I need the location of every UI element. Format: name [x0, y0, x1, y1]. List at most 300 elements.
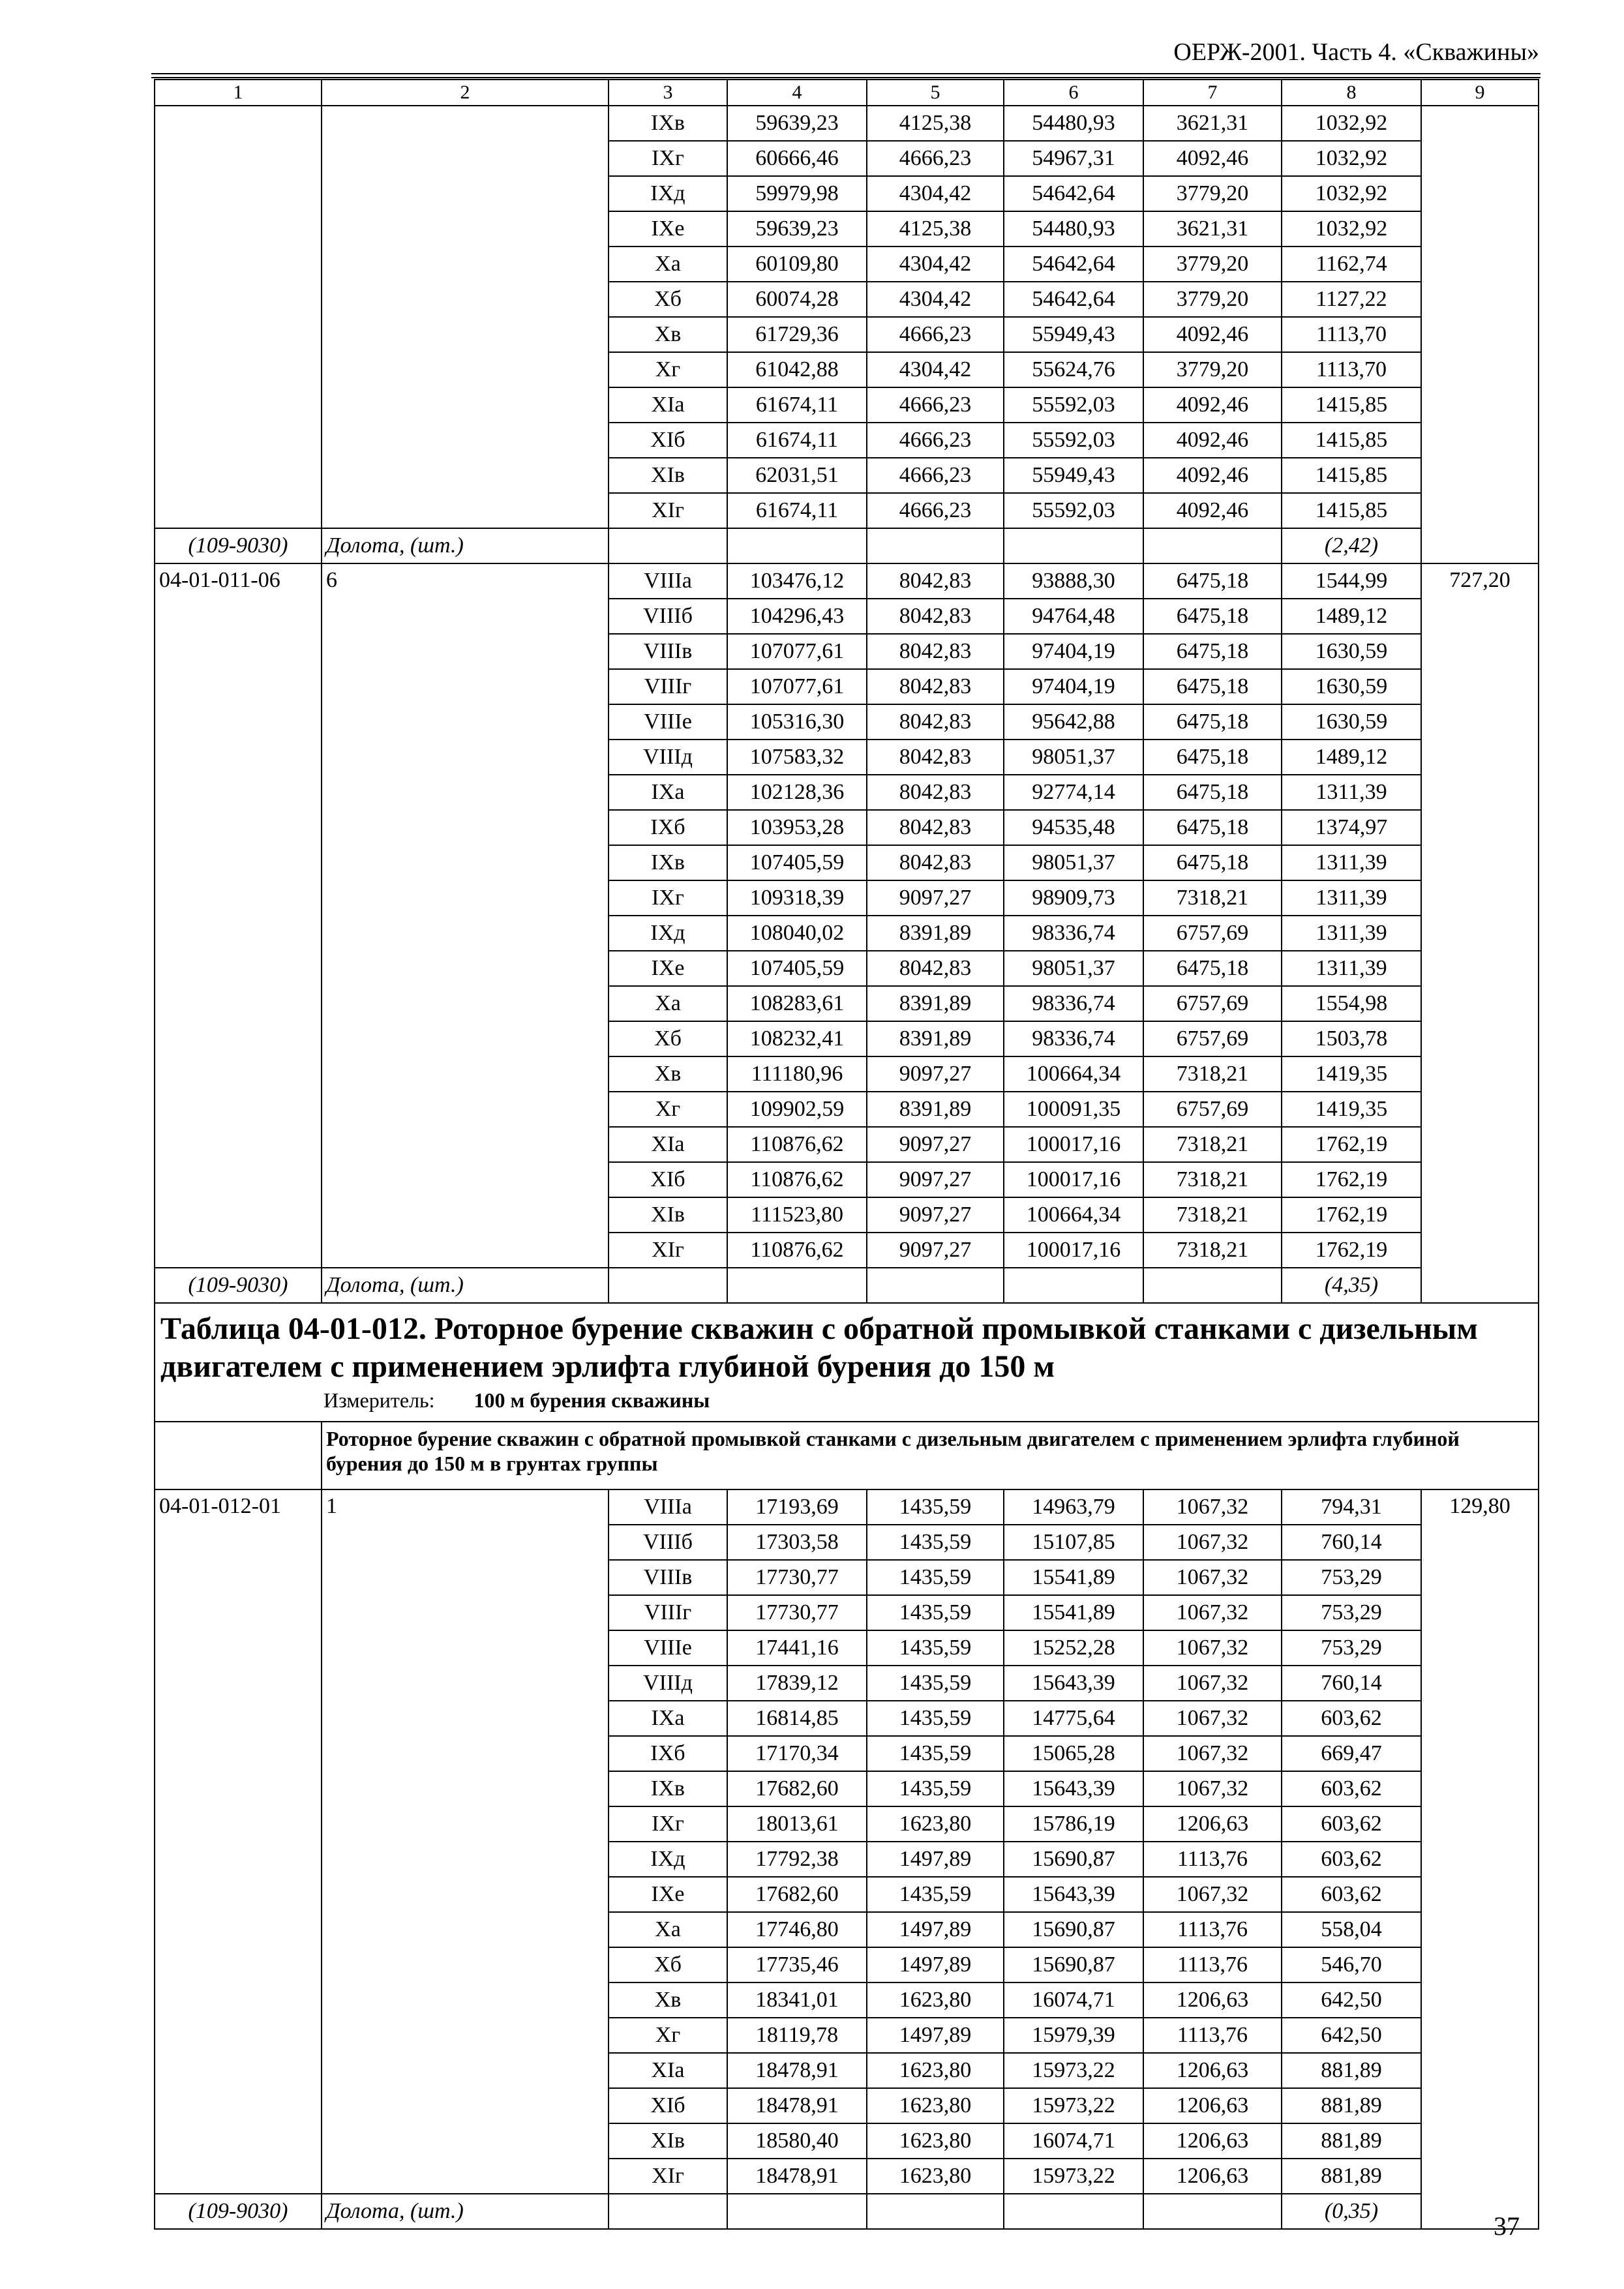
table-cell: 18478,91	[727, 2053, 867, 2088]
table-cell: 603,62	[1282, 1877, 1421, 1912]
table-cell: 98051,37	[1004, 951, 1143, 986]
table-cell: 1497,89	[867, 1947, 1004, 1982]
soil-group: Xа	[609, 1912, 727, 1947]
table-cell: 8042,83	[867, 563, 1004, 599]
table-cell	[1143, 2194, 1282, 2229]
table-cell: 1497,89	[867, 2018, 1004, 2053]
table-cell: 6757,69	[1143, 986, 1282, 1021]
table-cell: 9097,27	[867, 1056, 1004, 1092]
table-cell: 1206,63	[1143, 2159, 1282, 2194]
table-cell: 8042,83	[867, 599, 1004, 634]
table-cell: 60074,28	[727, 282, 867, 317]
table-cell: 1415,85	[1282, 423, 1421, 458]
table-cell: 1311,39	[1282, 880, 1421, 916]
table-cell: 16074,71	[1004, 2123, 1143, 2159]
table-cell: 1623,80	[867, 2123, 1004, 2159]
table-cell: 8042,83	[867, 669, 1004, 704]
table-cell: 881,89	[1282, 2088, 1421, 2123]
table-cell: 8391,89	[867, 986, 1004, 1021]
column-number: 4	[727, 80, 867, 106]
table-cell: 109318,39	[727, 880, 867, 916]
page-number: 37	[1494, 2211, 1520, 2241]
table-cell: 1435,59	[867, 1489, 1004, 1525]
table-cell: 8042,83	[867, 775, 1004, 810]
table-cell: 1554,98	[1282, 986, 1421, 1021]
table-cell: 1067,32	[1143, 1877, 1282, 1912]
soil-group: Xв	[609, 317, 727, 352]
soil-group: IXа	[609, 1701, 727, 1736]
table-cell: 54642,64	[1004, 247, 1143, 282]
table-cell: 6475,18	[1143, 669, 1282, 704]
table-cell: 1113,76	[1143, 1912, 1282, 1947]
table-cell: 98336,74	[1004, 916, 1143, 951]
table-cell: 109902,59	[727, 1092, 867, 1127]
table-cell: 1623,80	[867, 1806, 1004, 1842]
table-cell: 1067,32	[1143, 1736, 1282, 1771]
table-cell: 7318,21	[1143, 1056, 1282, 1092]
table-cell: 108283,61	[727, 986, 867, 1021]
table-cell: 4125,38	[867, 211, 1004, 247]
column-number: 5	[867, 80, 1004, 106]
table-cell: 642,50	[1282, 1982, 1421, 2018]
table-cell: 1206,63	[1143, 1982, 1282, 2018]
rate-code: 04-01-011-06	[155, 563, 322, 1268]
table-cell: 3779,20	[1143, 247, 1282, 282]
header-rule	[151, 77, 1541, 78]
table-cell: 6757,69	[1143, 916, 1282, 951]
table-cell: 1206,63	[1143, 2053, 1282, 2088]
table-cell: 17730,77	[727, 1560, 867, 1595]
table-cell: 1032,92	[1282, 176, 1421, 211]
bits-label: Долота, (шт.)	[322, 2194, 609, 2229]
soil-group: VIIIб	[609, 599, 727, 634]
table-cell: 1435,59	[867, 1771, 1004, 1806]
table-cell: 6475,18	[1143, 634, 1282, 669]
column9-value: 727,20	[1421, 563, 1539, 1303]
table-cell: 4092,46	[1143, 141, 1282, 176]
column-number: 2	[322, 80, 609, 106]
table-cell: 93888,30	[1004, 563, 1143, 599]
table-cell: 18478,91	[727, 2088, 867, 2123]
header-rule	[151, 73, 1541, 74]
table-cell: 17303,58	[727, 1525, 867, 1560]
table-cell: 15643,39	[1004, 1771, 1143, 1806]
table-cell: 17193,69	[727, 1489, 867, 1525]
table-cell: 1032,92	[1282, 211, 1421, 247]
table-cell: 1067,32	[1143, 1701, 1282, 1736]
table-cell: 15690,87	[1004, 1912, 1143, 1947]
table-cell	[867, 1268, 1004, 1303]
soil-group: IXб	[609, 810, 727, 845]
soil-group: XIа	[609, 387, 727, 423]
table-cell: 54480,93	[1004, 106, 1143, 141]
table-cell: 558,04	[1282, 1912, 1421, 1947]
table-title-cell	[155, 1303, 1539, 1422]
table-cell: 1206,63	[1143, 1806, 1282, 1842]
table-cell: 100664,34	[1004, 1197, 1143, 1233]
table-cell: 61674,11	[727, 493, 867, 528]
table-cell: 1415,85	[1282, 493, 1421, 528]
table-cell: 61042,88	[727, 352, 867, 387]
table-cell: 1503,78	[1282, 1021, 1421, 1056]
table-cell: 1623,80	[867, 1982, 1004, 2018]
soil-group: IXд	[609, 176, 727, 211]
table-cell: 97404,19	[1004, 634, 1143, 669]
table-cell: 1127,22	[1282, 282, 1421, 317]
table-cell: 7318,21	[1143, 1197, 1282, 1233]
table-cell: 9097,27	[867, 1233, 1004, 1268]
soil-group: VIIIе	[609, 1630, 727, 1666]
table-cell: 18580,40	[727, 2123, 867, 2159]
soil-group: Xб	[609, 1947, 727, 1982]
table-cell	[1143, 528, 1282, 563]
soil-group: XIг	[609, 1233, 727, 1268]
bits-row	[155, 1268, 1539, 1303]
table-cell: 7318,21	[1143, 880, 1282, 916]
table-cell: 1435,59	[867, 1877, 1004, 1912]
table-cell: 105316,30	[727, 704, 867, 740]
table-row	[155, 563, 1539, 599]
table-cell: 98051,37	[1004, 845, 1143, 880]
table-cell: 9097,27	[867, 1197, 1004, 1233]
table-cell: 1630,59	[1282, 669, 1421, 704]
soil-group: Xг	[609, 352, 727, 387]
column-number: 8	[1282, 80, 1421, 106]
table-cell: 4092,46	[1143, 423, 1282, 458]
table-cell: 1032,92	[1282, 106, 1421, 141]
soil-group: Xг	[609, 1092, 727, 1127]
table-cell: 15786,19	[1004, 1806, 1143, 1842]
table-cell: 92774,14	[1004, 775, 1143, 810]
soil-group: VIIIг	[609, 1595, 727, 1630]
table-cell: 4666,23	[867, 423, 1004, 458]
table-cell: 1489,12	[1282, 599, 1421, 634]
table-cell: 9097,27	[867, 1162, 1004, 1197]
table-cell: 14963,79	[1004, 1489, 1143, 1525]
table-cell: 15979,39	[1004, 2018, 1143, 2053]
column-number: 3	[609, 80, 727, 106]
table-cell: 17839,12	[727, 1666, 867, 1701]
table-cell: 55949,43	[1004, 317, 1143, 352]
table-cell: 100017,16	[1004, 1233, 1143, 1268]
table-cell: 1067,32	[1143, 1771, 1282, 1806]
table-cell: 4666,23	[867, 458, 1004, 493]
bits-code: (109-9030)	[155, 1268, 322, 1303]
table-row	[155, 1489, 1539, 1525]
table-cell: 1311,39	[1282, 775, 1421, 810]
table-cell: 1435,59	[867, 1525, 1004, 1560]
table-cell: 603,62	[1282, 1806, 1421, 1842]
table-cell: 102128,36	[727, 775, 867, 810]
measurer	[323, 1388, 1533, 1413]
table-cell: 108040,02	[727, 916, 867, 951]
soil-group: Xб	[609, 282, 727, 317]
table-cell: 1067,32	[1143, 1666, 1282, 1701]
table-cell: 1311,39	[1282, 916, 1421, 951]
column-number: 6	[1004, 80, 1143, 106]
table-cell: 1311,39	[1282, 951, 1421, 986]
table-cell	[155, 1422, 322, 1489]
table-cell: 1762,19	[1282, 1127, 1421, 1162]
table-cell: 55949,43	[1004, 458, 1143, 493]
table-cell: 1435,59	[867, 1630, 1004, 1666]
table-cell: 1113,70	[1282, 352, 1421, 387]
table-cell: 98336,74	[1004, 1021, 1143, 1056]
table-cell: 17682,60	[727, 1877, 867, 1912]
subheading-row	[155, 1422, 1539, 1489]
table-cell: 881,89	[1282, 2159, 1421, 2194]
soil-group: Xв	[609, 1982, 727, 2018]
table-cell: 4304,42	[867, 176, 1004, 211]
table-cell: 1630,59	[1282, 704, 1421, 740]
table-cell: 94764,48	[1004, 599, 1143, 634]
table-cell: 642,50	[1282, 2018, 1421, 2053]
table-cell: 1067,32	[1143, 1560, 1282, 1595]
table-cell: 18341,01	[727, 1982, 867, 2018]
table-cell: 15065,28	[1004, 1736, 1143, 1771]
soil-group: XIг	[609, 493, 727, 528]
soil-group: VIIIд	[609, 1666, 727, 1701]
bits-label: Долота, (шт.)	[322, 528, 609, 563]
column9-value: 129,80	[1421, 1489, 1539, 2229]
table-cell: 4304,42	[867, 282, 1004, 317]
table-cell: 107583,32	[727, 740, 867, 775]
table-cell: 8042,83	[867, 951, 1004, 986]
table-cell: 794,31	[1282, 1489, 1421, 1525]
rates-table	[154, 79, 1539, 2230]
table-cell: 4666,23	[867, 141, 1004, 176]
bits-label: Долота, (шт.)	[322, 1268, 609, 1303]
table-cell	[1004, 1268, 1143, 1303]
table-cell: 94535,48	[1004, 810, 1143, 845]
table-cell: 98909,73	[1004, 880, 1143, 916]
table-cell: 1374,97	[1282, 810, 1421, 845]
table-cell: 61674,11	[727, 423, 867, 458]
table-cell: 60666,46	[727, 141, 867, 176]
table-cell: 1544,99	[1282, 563, 1421, 599]
bits-value: (0,35)	[1282, 2194, 1421, 2229]
table-cell	[609, 2194, 727, 2229]
table-cell: 1419,35	[1282, 1056, 1421, 1092]
bits-row	[155, 2194, 1539, 2229]
table-cell: 103476,12	[727, 563, 867, 599]
table-cell: 110876,62	[727, 1162, 867, 1197]
table-cell: 107077,61	[727, 669, 867, 704]
table-cell	[727, 2194, 867, 2229]
soil-group: VIIIб	[609, 1525, 727, 1560]
table-cell: 1630,59	[1282, 634, 1421, 669]
table-cell: 16814,85	[727, 1701, 867, 1736]
column-number: 9	[1421, 80, 1539, 106]
table-cell: 753,29	[1282, 1595, 1421, 1630]
table-cell: 15252,28	[1004, 1630, 1143, 1666]
table-cell: 100017,16	[1004, 1127, 1143, 1162]
table-cell: 1113,76	[1143, 1947, 1282, 1982]
table-cell: 111523,80	[727, 1197, 867, 1233]
table-cell: 8042,83	[867, 810, 1004, 845]
rate-number: 1	[322, 1489, 609, 2194]
table-cell: 8391,89	[867, 916, 1004, 951]
table-cell: 1762,19	[1282, 1233, 1421, 1268]
table-cell: 17792,38	[727, 1842, 867, 1877]
table-cell: 1489,12	[1282, 740, 1421, 775]
soil-group: XIг	[609, 2159, 727, 2194]
table-row	[155, 106, 1539, 141]
table-cell	[322, 106, 609, 528]
table-cell: 1762,19	[1282, 1197, 1421, 1233]
table-cell: 1067,32	[1143, 1489, 1282, 1525]
table-cell: 6475,18	[1143, 563, 1282, 599]
table-cell: 17682,60	[727, 1771, 867, 1806]
table-cell: 1113,76	[1143, 2018, 1282, 2053]
table-cell: 1032,92	[1282, 141, 1421, 176]
table-cell: 603,62	[1282, 1701, 1421, 1736]
table-cell	[867, 2194, 1004, 2229]
table-cell: 9097,27	[867, 880, 1004, 916]
table-cell: 3621,31	[1143, 211, 1282, 247]
column-number: 7	[1143, 80, 1282, 106]
table-cell: 603,62	[1282, 1842, 1421, 1877]
table-cell: 107405,59	[727, 951, 867, 986]
table-cell: 55592,03	[1004, 423, 1143, 458]
table-cell: 61729,36	[727, 317, 867, 352]
soil-group: IXв	[609, 1771, 727, 1806]
table-cell: 1623,80	[867, 2053, 1004, 2088]
table-cell: 108232,41	[727, 1021, 867, 1056]
table-cell: 98051,37	[1004, 740, 1143, 775]
table-cell: 17746,80	[727, 1912, 867, 1947]
bits-row	[155, 528, 1539, 563]
soil-group: XIб	[609, 2088, 727, 2123]
soil-group: IXд	[609, 1842, 727, 1877]
table-cell: 17170,34	[727, 1736, 867, 1771]
rate-number: 6	[322, 563, 609, 1268]
measurer-value: 100 м бурения скважины	[474, 1388, 710, 1412]
table-cell: 100091,35	[1004, 1092, 1143, 1127]
soil-group: Xа	[609, 986, 727, 1021]
table-cell: 1623,80	[867, 2088, 1004, 2123]
soil-group: IXг	[609, 141, 727, 176]
table-cell: 1113,76	[1143, 1842, 1282, 1877]
table-cell: 7318,21	[1143, 1127, 1282, 1162]
table-cell: 8042,83	[867, 634, 1004, 669]
table-cell: 103953,28	[727, 810, 867, 845]
table-cell: 3621,31	[1143, 106, 1282, 141]
table-cell: 15643,39	[1004, 1877, 1143, 1912]
soil-group: IXе	[609, 951, 727, 986]
table-cell: 546,70	[1282, 1947, 1421, 1982]
table-cell: 4125,38	[867, 106, 1004, 141]
soil-group: IXе	[609, 211, 727, 247]
column-number: 1	[155, 80, 322, 106]
table-cell: 1415,85	[1282, 458, 1421, 493]
bits-code: (109-9030)	[155, 528, 322, 563]
table-cell: 107405,59	[727, 845, 867, 880]
soil-group: XIа	[609, 1127, 727, 1162]
table-cell: 100017,16	[1004, 1162, 1143, 1197]
soil-group: VIIIг	[609, 669, 727, 704]
soil-group: IXв	[609, 106, 727, 141]
table-cell	[727, 528, 867, 563]
table-cell: 1067,32	[1143, 1630, 1282, 1666]
table-cell: 6475,18	[1143, 599, 1282, 634]
soil-group: XIв	[609, 2123, 727, 2159]
soil-group: VIIIв	[609, 634, 727, 669]
table-cell: 59639,23	[727, 211, 867, 247]
table-cell: 15107,85	[1004, 1525, 1143, 1560]
soil-group: Xа	[609, 247, 727, 282]
table-cell	[609, 528, 727, 563]
table-cell	[1004, 2194, 1143, 2229]
table-cell: 1067,32	[1143, 1525, 1282, 1560]
soil-group: IXв	[609, 845, 727, 880]
rate-code: 04-01-012-01	[155, 1489, 322, 2194]
table-cell: 4666,23	[867, 387, 1004, 423]
table-cell: 54642,64	[1004, 176, 1143, 211]
soil-group: XIа	[609, 2053, 727, 2088]
table-cell: 3779,20	[1143, 352, 1282, 387]
table-cell: 8391,89	[867, 1021, 1004, 1056]
table-cell: 15643,39	[1004, 1666, 1143, 1701]
table-cell: 15973,22	[1004, 2053, 1143, 2088]
table-cell: 1762,19	[1282, 1162, 1421, 1197]
table-cell: 15690,87	[1004, 1842, 1143, 1877]
table-cell: 6475,18	[1143, 740, 1282, 775]
table-cell: 15541,89	[1004, 1595, 1143, 1630]
table-cell: 1206,63	[1143, 2123, 1282, 2159]
soil-group: IXд	[609, 916, 727, 951]
table-cell	[1004, 528, 1143, 563]
soil-group: VIIIд	[609, 740, 727, 775]
soil-group: XIв	[609, 458, 727, 493]
soil-group: XIб	[609, 423, 727, 458]
table-cell: 1435,59	[867, 1666, 1004, 1701]
soil-group: Xв	[609, 1056, 727, 1092]
table-cell: 15973,22	[1004, 2088, 1143, 2123]
table-cell: 16074,71	[1004, 1982, 1143, 2018]
table-cell: 1067,32	[1143, 1595, 1282, 1630]
table-cell: 18119,78	[727, 2018, 867, 2053]
table-cell: 15690,87	[1004, 1947, 1143, 1982]
table-cell: 62031,51	[727, 458, 867, 493]
table-cell: 3779,20	[1143, 176, 1282, 211]
table-cell: 61674,11	[727, 387, 867, 423]
table-cell: 17735,46	[727, 1947, 867, 1982]
soil-group: Xб	[609, 1021, 727, 1056]
table-cell: 18478,91	[727, 2159, 867, 2194]
column-numbers-row	[155, 80, 1539, 106]
table-cell: 603,62	[1282, 1771, 1421, 1806]
table-cell: 1435,59	[867, 1701, 1004, 1736]
table-cell: 1435,59	[867, 1736, 1004, 1771]
table-cell: 7318,21	[1143, 1162, 1282, 1197]
table-cell: 15541,89	[1004, 1560, 1143, 1595]
table-cell: 110876,62	[727, 1127, 867, 1162]
table-cell: 55592,03	[1004, 493, 1143, 528]
table-title-row	[155, 1303, 1539, 1422]
table-cell	[867, 528, 1004, 563]
soil-group: VIIIа	[609, 563, 727, 599]
table-cell: 9097,27	[867, 1127, 1004, 1162]
table-cell: 4092,46	[1143, 317, 1282, 352]
table-cell: 760,14	[1282, 1525, 1421, 1560]
table-cell: 6757,69	[1143, 1092, 1282, 1127]
table-title: Таблица 04-01-012. Роторное бурение скважин с обратной промывкой станками с дизельным двигателем с применением эрлифта глубиной бурения до 150 м	[160, 1311, 1478, 1384]
table-cell: 8042,83	[867, 845, 1004, 880]
table-cell: 8042,83	[867, 704, 1004, 740]
soil-group: IXг	[609, 1806, 727, 1842]
column9-value	[1421, 106, 1539, 563]
